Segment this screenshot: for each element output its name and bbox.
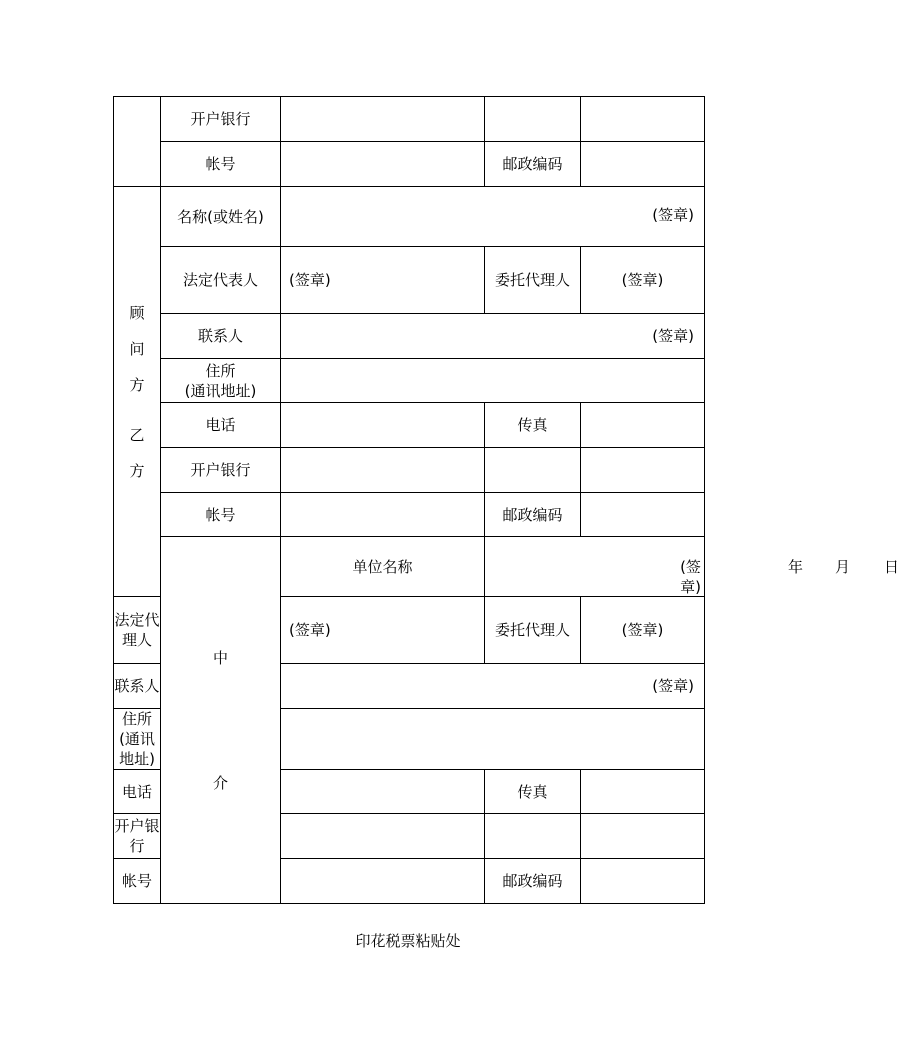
- party-b-fax-field[interactable]: [581, 403, 705, 448]
- party-a-bank-label: 开户银行: [161, 97, 281, 142]
- intermediary-legal-agent-sign: (签章): [289, 621, 331, 639]
- intermediary-contact-sign: (签章): [652, 677, 694, 695]
- party-b-side-char-1: 顾: [129, 303, 145, 322]
- intermediary-agent-label: 委托代理人: [485, 597, 581, 664]
- party-b-side-char-3: 方: [129, 375, 145, 394]
- intermediary-side-char-2: 介: [212, 773, 228, 792]
- party-b-legal-rep-field[interactable]: [281, 247, 485, 314]
- intermediary-bank-label: 开户银行: [114, 814, 161, 859]
- intermediary-legal-agent-field[interactable]: [281, 597, 485, 664]
- intermediary-bank-extra-cell: [485, 814, 581, 859]
- party-a-side-cell: [114, 97, 161, 187]
- party-b-side-char-2: 问: [129, 339, 145, 358]
- intermediary-postcode-field[interactable]: [581, 859, 705, 904]
- party-b-postcode-field[interactable]: [581, 493, 705, 537]
- party-b-side-char-4: 乙: [129, 425, 145, 444]
- intermediary-bank-field[interactable]: [281, 814, 485, 859]
- party-b-bank-field[interactable]: [281, 448, 485, 493]
- party-a-account-field[interactable]: [281, 142, 485, 187]
- party-b-side-char-5: 方: [129, 461, 145, 480]
- party-a-bank-field[interactable]: [281, 97, 485, 142]
- intermediary-postcode-label: 邮政编码: [485, 859, 581, 904]
- party-b-side-label: [114, 187, 161, 597]
- intermediary-address-label: [114, 709, 161, 770]
- party-b-phone-label: 电话: [161, 403, 281, 448]
- party-b-legal-rep-label: 法定代表人: [161, 247, 281, 314]
- intermediary-account-field[interactable]: [281, 859, 485, 904]
- intermediary-day-label: 日: [884, 557, 899, 576]
- intermediary-month-label: 月: [835, 557, 851, 576]
- party-a-account-label: 帐号: [161, 142, 281, 187]
- intermediary-side-label: [161, 537, 281, 904]
- party-b-address-label: [161, 359, 281, 403]
- party-b-agent-label: 委托代理人: [485, 247, 581, 314]
- party-b-address-field[interactable]: [281, 359, 705, 403]
- intermediary-unit-sign: (签章): [680, 557, 701, 596]
- intermediary-fax-field[interactable]: [581, 770, 705, 814]
- intermediary-phone-label: 电话: [114, 770, 161, 814]
- intermediary-address-label-line2: (通讯地址): [119, 730, 155, 768]
- stamp-duty-area-label: 印花税票粘贴处: [355, 932, 461, 950]
- party-b-contact-field[interactable]: [281, 314, 705, 359]
- party-b-phone-field[interactable]: [281, 403, 485, 448]
- intermediary-unit-label: 单位名称: [281, 537, 485, 597]
- party-b-bank-label: 开户银行: [161, 448, 281, 493]
- intermediary-side-char-1: 中: [212, 648, 228, 667]
- party-b-name-label: 名称(或姓名): [161, 187, 281, 247]
- intermediary-fax-label: 传真: [485, 770, 581, 814]
- party-b-legal-rep-sign: (签章): [289, 271, 331, 289]
- party-b-address-label-line1: 住所: [205, 361, 236, 380]
- party-a-bank-extra-cell: [485, 97, 581, 142]
- intermediary-contact-label: 联系人: [114, 664, 161, 709]
- intermediary-address-label-line1: 住所: [121, 710, 152, 728]
- intermediary-agent-sign: (签章): [621, 621, 664, 639]
- party-a-postcode-label: 邮政编码: [485, 142, 581, 187]
- party-b-fax-label: 传真: [485, 403, 581, 448]
- party-a-bank-extra-field[interactable]: [581, 97, 705, 142]
- intermediary-unit-field[interactable]: [485, 537, 899, 597]
- party-b-agent-field[interactable]: [581, 247, 705, 314]
- party-b-address-label-line2: (通讯地址): [184, 381, 257, 400]
- party-b-account-field[interactable]: [281, 493, 485, 537]
- party-a-postcode-field[interactable]: [581, 142, 705, 187]
- intermediary-agent-field[interactable]: [581, 597, 705, 664]
- intermediary-phone-field[interactable]: [281, 770, 485, 814]
- intermediary-account-label: 帐号: [114, 859, 161, 904]
- party-b-bank-extra-field[interactable]: [581, 448, 705, 493]
- intermediary-contact-field[interactable]: [281, 664, 705, 709]
- contract-signature-table: [113, 96, 899, 904]
- party-b-contact-sign: (签章): [652, 327, 694, 345]
- party-b-name-field[interactable]: [281, 187, 705, 247]
- party-b-account-label: 帐号: [161, 493, 281, 537]
- party-b-name-sign: (签章): [652, 206, 694, 224]
- party-b-agent-sign: (签章): [621, 271, 664, 289]
- intermediary-address-field[interactable]: [281, 709, 705, 770]
- party-b-postcode-label: 邮政编码: [485, 493, 581, 537]
- intermediary-legal-agent-label: 法定代理人: [114, 597, 161, 664]
- intermediary-bank-extra-field[interactable]: [581, 814, 705, 859]
- party-b-bank-extra-cell: [485, 448, 581, 493]
- intermediary-year-label: 年: [788, 557, 804, 576]
- party-b-contact-label: 联系人: [161, 314, 281, 359]
